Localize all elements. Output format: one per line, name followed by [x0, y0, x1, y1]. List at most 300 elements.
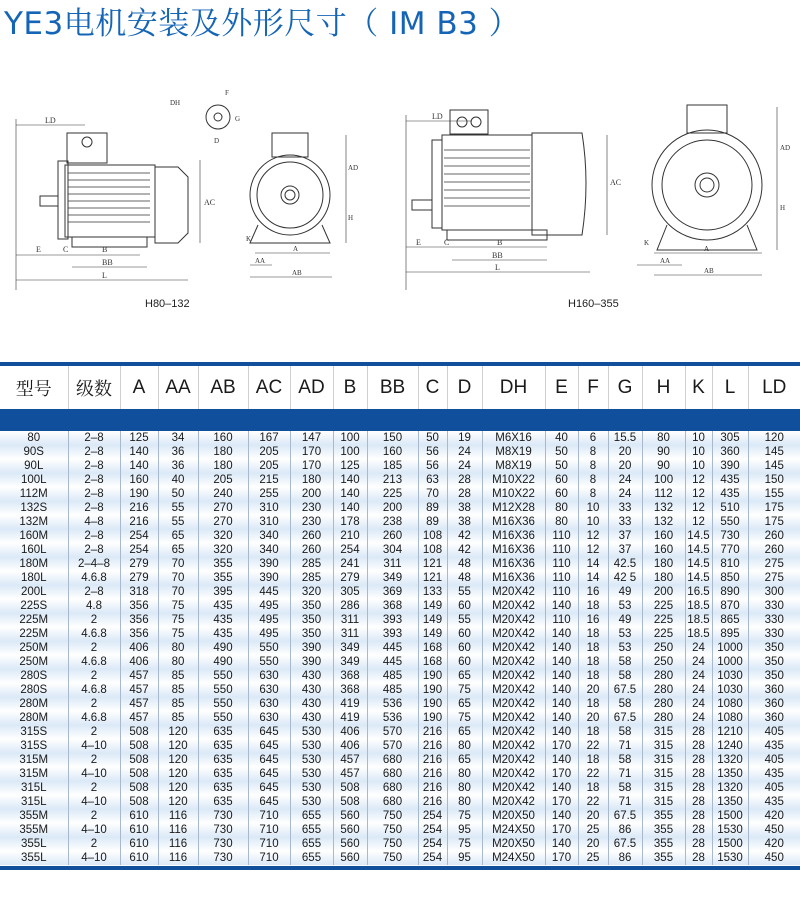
table-cell: 70 [418, 487, 447, 501]
table-cell: 14 [578, 557, 608, 571]
table-cell: 730 [198, 837, 248, 851]
table-cell: 85 [158, 711, 198, 725]
table-cell: 16.5 [685, 585, 712, 599]
table-cell: 100 [333, 445, 367, 459]
table-cell: 865 [712, 613, 748, 627]
column-header: G [608, 366, 642, 409]
table-cell: 160 [642, 543, 685, 557]
table-cell: 22 [578, 795, 608, 809]
table-cell: 508 [120, 753, 158, 767]
table-cell: 14.5 [685, 557, 712, 571]
table-cell: 355 [198, 557, 248, 571]
table-cell: 15.5 [608, 431, 642, 445]
table-cell: 457 [120, 697, 158, 711]
table-cell: 55 [158, 515, 198, 529]
table-cell: 132S [0, 501, 68, 515]
table-row [0, 641, 800, 655]
table-cell: 508 [120, 739, 158, 753]
table-cell: 536 [367, 697, 418, 711]
table-cell: 350 [290, 599, 333, 613]
table-cell: 180 [198, 459, 248, 473]
table-row [0, 795, 800, 809]
table-cell: 405 [748, 781, 800, 795]
table-cell: 65 [447, 725, 482, 739]
table-row [0, 725, 800, 739]
table-cell: 330 [748, 599, 800, 613]
table-cell: 635 [198, 753, 248, 767]
table-cell: 870 [712, 599, 748, 613]
table-cell: M16X36 [482, 529, 545, 543]
table-cell: 645 [248, 781, 290, 795]
table-cell: 132M [0, 515, 68, 529]
table-cell: M20X42 [482, 585, 545, 599]
table-cell: 132 [642, 515, 685, 529]
table-cell: 160 [198, 431, 248, 445]
table-cell: 80 [158, 655, 198, 669]
table-cell: 210 [333, 529, 367, 543]
table-cell: 216 [418, 795, 447, 809]
table-cell: 140 [545, 809, 578, 823]
table-cell: 560 [333, 837, 367, 851]
table-cell: 2–4–8 [68, 557, 120, 571]
table-cell: 254 [418, 837, 447, 851]
table-cell: 730 [198, 823, 248, 837]
table-cell: M20X42 [482, 627, 545, 641]
table-cell: 49 [608, 585, 642, 599]
table-row [0, 753, 800, 767]
table-row [0, 599, 800, 613]
table-cell: 120 [158, 753, 198, 767]
table-cell: 260 [290, 529, 333, 543]
table-cell: 18 [578, 725, 608, 739]
table-cell: 85 [158, 697, 198, 711]
table-cell: 355 [642, 837, 685, 851]
svg-text:F: F [225, 89, 229, 97]
table-cell: 1210 [712, 725, 748, 739]
table-cell: 254 [120, 543, 158, 557]
table-cell: 260 [748, 529, 800, 543]
table-cell: 95 [447, 851, 482, 865]
svg-text:BB: BB [102, 258, 113, 267]
table-cell: 730 [198, 851, 248, 865]
table-cell: 200 [290, 487, 333, 501]
table-cell: 405 [748, 753, 800, 767]
table-cell: 350 [748, 641, 800, 655]
table-cell: 55 [447, 613, 482, 627]
table-cell: 170 [545, 739, 578, 753]
table-cell: 116 [158, 823, 198, 837]
table-cell: 435 [748, 739, 800, 753]
table-cell: 58 [608, 781, 642, 795]
table-cell: 19 [447, 431, 482, 445]
table-cell: 315M [0, 767, 68, 781]
table-cell: 37 [608, 529, 642, 543]
table-cell: 75 [447, 809, 482, 823]
table-cell: 2–8 [68, 585, 120, 599]
table-cell: 67.5 [608, 683, 642, 697]
table-cell: 213 [367, 473, 418, 487]
table-cell: 390 [290, 641, 333, 655]
table-cell: 53 [608, 627, 642, 641]
table-cell: 530 [290, 795, 333, 809]
table-cell: 310 [248, 515, 290, 529]
table-cell: 485 [367, 669, 418, 683]
svg-text:E: E [416, 238, 421, 247]
table-cell: M16X36 [482, 543, 545, 557]
table-cell: 18 [578, 627, 608, 641]
table-cell: 200 [367, 501, 418, 515]
table-cell: 175 [748, 501, 800, 515]
table-cell: 71 [608, 767, 642, 781]
svg-text:L: L [495, 263, 500, 272]
svg-text:LD: LD [432, 112, 443, 121]
table-cell: 55 [447, 585, 482, 599]
table-cell: M20X42 [482, 599, 545, 613]
table-cell: 315 [642, 739, 685, 753]
table-cell: 170 [545, 767, 578, 781]
table-cell: 75 [158, 613, 198, 627]
svg-text:C: C [444, 238, 450, 247]
header-band [0, 409, 800, 431]
table-cell: 108 [418, 543, 447, 557]
table-cell: 112 [642, 487, 685, 501]
table-row [0, 459, 800, 473]
table-row [0, 431, 800, 445]
table-cell: 393 [367, 627, 418, 641]
table-cell: M20X42 [482, 655, 545, 669]
table-cell: 42 5 [608, 571, 642, 585]
table-cell: 315L [0, 795, 68, 809]
table-cell: 225M [0, 627, 68, 641]
table-cell: 18 [578, 753, 608, 767]
table-cell: 285 [290, 557, 333, 571]
table-cell: 710 [248, 809, 290, 823]
table-cell: 1320 [712, 753, 748, 767]
table-cell: 2–8 [68, 431, 120, 445]
table-cell: 4–10 [68, 767, 120, 781]
table-cell: 20 [608, 445, 642, 459]
table-cell: M12X28 [482, 501, 545, 515]
table-cell: 80 [545, 515, 578, 529]
table-cell: 750 [367, 837, 418, 851]
table-cell: 1530 [712, 851, 748, 865]
table-row [0, 515, 800, 529]
table-cell: 350 [748, 655, 800, 669]
table-cell: 190 [120, 487, 158, 501]
table-cell: 550 [198, 669, 248, 683]
table-cell: 254 [418, 809, 447, 823]
table-cell: 50 [418, 431, 447, 445]
table-cell: M20X42 [482, 725, 545, 739]
table-cell: 420 [748, 809, 800, 823]
table-cell: 315L [0, 781, 68, 795]
table-cell: 890 [712, 585, 748, 599]
table-cell: 279 [333, 571, 367, 585]
table-cell: 450 [748, 823, 800, 837]
table-cell: 1030 [712, 683, 748, 697]
table-cell: 175 [748, 515, 800, 529]
table-cell: 340 [248, 529, 290, 543]
table-cell: 457 [120, 669, 158, 683]
table-cell: 18 [578, 669, 608, 683]
table-cell: 315 [642, 781, 685, 795]
table-cell: 508 [333, 795, 367, 809]
table-cell: 610 [120, 809, 158, 823]
table-cell: 810 [712, 557, 748, 571]
table-cell: 22 [578, 739, 608, 753]
table-cell: 120 [748, 431, 800, 445]
table-cell: 168 [418, 655, 447, 669]
table-cell: 1000 [712, 655, 748, 669]
table-cell: 275 [748, 557, 800, 571]
table-cell: 112M [0, 487, 68, 501]
column-header: L [712, 366, 748, 409]
table-cell: 25 [578, 823, 608, 837]
table-cell: 260 [367, 529, 418, 543]
table-cell: 419 [333, 711, 367, 725]
table-row [0, 585, 800, 599]
table-cell: 216 [418, 725, 447, 739]
table-row [0, 445, 800, 459]
table-cell: 710 [248, 823, 290, 837]
table-cell: 285 [290, 571, 333, 585]
table-cell: 750 [367, 823, 418, 837]
motor-outline-large-icon [392, 95, 797, 295]
table-cell: 225 [367, 487, 418, 501]
table-cell: 205 [198, 473, 248, 487]
table-cell: 2 [68, 753, 120, 767]
table-cell: 490 [198, 655, 248, 669]
table-cell: M20X50 [482, 837, 545, 851]
table-cell: 65 [447, 753, 482, 767]
table-cell: 132 [642, 501, 685, 515]
table-cell: 100L [0, 473, 68, 487]
table-cell: 10 [685, 445, 712, 459]
column-header: D [447, 366, 482, 409]
table-cell: 140 [545, 641, 578, 655]
table-cell: 250M [0, 655, 68, 669]
table-cell: 4–10 [68, 739, 120, 753]
table-cell: 60 [545, 473, 578, 487]
table-cell: 430 [290, 683, 333, 697]
table-cell: 2 [68, 781, 120, 795]
table-cell: 6 [578, 431, 608, 445]
column-header: K [685, 366, 712, 409]
table-cell: 48 [447, 557, 482, 571]
table-cell: 216 [418, 753, 447, 767]
table-cell: 121 [418, 571, 447, 585]
table-cell: 18 [578, 599, 608, 613]
table-cell: 435 [748, 767, 800, 781]
table-row [0, 851, 800, 865]
table-cell: 435 [198, 613, 248, 627]
column-header: A [120, 366, 158, 409]
table-cell: 635 [198, 795, 248, 809]
table-cell: 28 [685, 781, 712, 795]
table-cell: 635 [198, 781, 248, 795]
table-cell: 65 [447, 669, 482, 683]
table-cell: 140 [333, 473, 367, 487]
table-cell: 330 [748, 627, 800, 641]
drawing-caption-small: H80–132 [145, 298, 190, 310]
table-cell: 90 [642, 445, 685, 459]
table-cell: 550 [198, 711, 248, 725]
table-cell: 300 [748, 585, 800, 599]
table-cell: 75 [158, 627, 198, 641]
table-cell: 140 [545, 781, 578, 795]
table-cell: 4.6.8 [68, 711, 120, 725]
table-cell: 225M [0, 613, 68, 627]
table-cell: 110 [545, 529, 578, 543]
table-cell: 508 [120, 795, 158, 809]
table-cell: 12 [685, 487, 712, 501]
table-cell: 457 [333, 753, 367, 767]
table-cell: 1240 [712, 739, 748, 753]
column-header: AA [158, 366, 198, 409]
table-cell: 610 [120, 837, 158, 851]
table-cell: 457 [333, 767, 367, 781]
table-cell: 170 [545, 823, 578, 837]
table-cell: 2 [68, 669, 120, 683]
table-cell: 36 [158, 445, 198, 459]
table-cell: 10 [685, 431, 712, 445]
table-cell: 1030 [712, 669, 748, 683]
table-cell: 190 [418, 711, 447, 725]
table-cell: 655 [290, 823, 333, 837]
table-cell: 530 [290, 753, 333, 767]
table-cell: 406 [120, 655, 158, 669]
svg-text:AB: AB [292, 269, 302, 277]
table-cell: 38 [447, 501, 482, 515]
table-cell: 270 [198, 515, 248, 529]
table-cell: 2–8 [68, 501, 120, 515]
table-cell: 4.8 [68, 599, 120, 613]
table-row [0, 613, 800, 627]
column-header: 级数 [68, 366, 120, 409]
table-cell: 160L [0, 543, 68, 557]
table-cell: 560 [333, 823, 367, 837]
motor-outline-small-icon [10, 85, 360, 295]
table-cell: 180 [642, 571, 685, 585]
column-header: E [545, 366, 578, 409]
table-cell: 67.5 [608, 711, 642, 725]
table-cell: 254 [333, 543, 367, 557]
table-cell: 150 [367, 431, 418, 445]
table-cell: 279 [120, 557, 158, 571]
table-cell: 200 [642, 585, 685, 599]
table-cell: 530 [290, 781, 333, 795]
table-cell: M20X42 [482, 767, 545, 781]
table-cell: 250 [642, 655, 685, 669]
table-cell: 116 [158, 809, 198, 823]
table-cell: 180 [198, 445, 248, 459]
table-row [0, 781, 800, 795]
table-cell: 140 [545, 697, 578, 711]
table-cell: 40 [158, 473, 198, 487]
table-cell: 80 [447, 767, 482, 781]
table-cell: 205 [248, 445, 290, 459]
table-cell: 356 [120, 613, 158, 627]
table-cell: 50 [158, 487, 198, 501]
table-cell: 160 [642, 529, 685, 543]
svg-text:AD: AD [780, 144, 791, 152]
label-ld: LD [45, 116, 56, 125]
table-cell: 140 [333, 487, 367, 501]
table-cell: 140 [120, 445, 158, 459]
table-cell: 360 [748, 711, 800, 725]
table-cell: 85 [158, 683, 198, 697]
table-cell: 318 [120, 585, 158, 599]
table-cell: 340 [248, 543, 290, 557]
table-cell: 2 [68, 725, 120, 739]
table-cell: 495 [248, 599, 290, 613]
svg-text:L: L [102, 271, 107, 280]
table-cell: 254 [418, 823, 447, 837]
table-cell: 355 [198, 571, 248, 585]
table-cell: 645 [248, 795, 290, 809]
table-cell: M24X50 [482, 851, 545, 865]
table-cell: 24 [685, 669, 712, 683]
table-cell: 28 [685, 767, 712, 781]
table-cell: 850 [712, 571, 748, 585]
table-cell: 60 [545, 487, 578, 501]
table-cell: 71 [608, 739, 642, 753]
svg-text:E: E [36, 245, 41, 254]
table-cell: 8 [578, 487, 608, 501]
table-row [0, 473, 800, 487]
table-cell: 60 [447, 641, 482, 655]
table-cell: 368 [333, 669, 367, 683]
table-cell: 33 [608, 515, 642, 529]
table-cell: 4–10 [68, 795, 120, 809]
table-cell: 4–10 [68, 851, 120, 865]
table-cell: 550 [198, 697, 248, 711]
table-cell: 75 [158, 599, 198, 613]
table-cell: 24 [685, 655, 712, 669]
table-cell: 260 [748, 543, 800, 557]
table-cell: 80 [447, 781, 482, 795]
table-cell: 406 [120, 641, 158, 655]
drawing-h80-132 [10, 85, 360, 295]
table-cell: 116 [158, 851, 198, 865]
table-cell: 560 [333, 809, 367, 823]
table-cell: 630 [248, 683, 290, 697]
table-cell: 89 [418, 501, 447, 515]
table-cell: 406 [333, 739, 367, 753]
table-cell: 550 [248, 641, 290, 655]
table-cell: 60 [447, 655, 482, 669]
table-cell: 270 [198, 501, 248, 515]
table-cell: 180L [0, 571, 68, 585]
table-cell: 430 [290, 697, 333, 711]
column-header: H [642, 366, 685, 409]
table-cell: 80 [447, 795, 482, 809]
table-cell: 355M [0, 809, 68, 823]
table-cell: 180M [0, 557, 68, 571]
svg-text:H: H [348, 214, 354, 222]
table-cell: 2 [68, 641, 120, 655]
table-cell: 349 [333, 641, 367, 655]
svg-text:D: D [214, 137, 220, 145]
table-cell: 60 [447, 599, 482, 613]
table-cell: 369 [367, 585, 418, 599]
table-cell: 770 [712, 543, 748, 557]
table-cell: 140 [120, 459, 158, 473]
table-cell: 110 [545, 543, 578, 557]
table-cell: 14.5 [685, 571, 712, 585]
table-cell: 216 [120, 515, 158, 529]
table-cell: 28 [685, 837, 712, 851]
